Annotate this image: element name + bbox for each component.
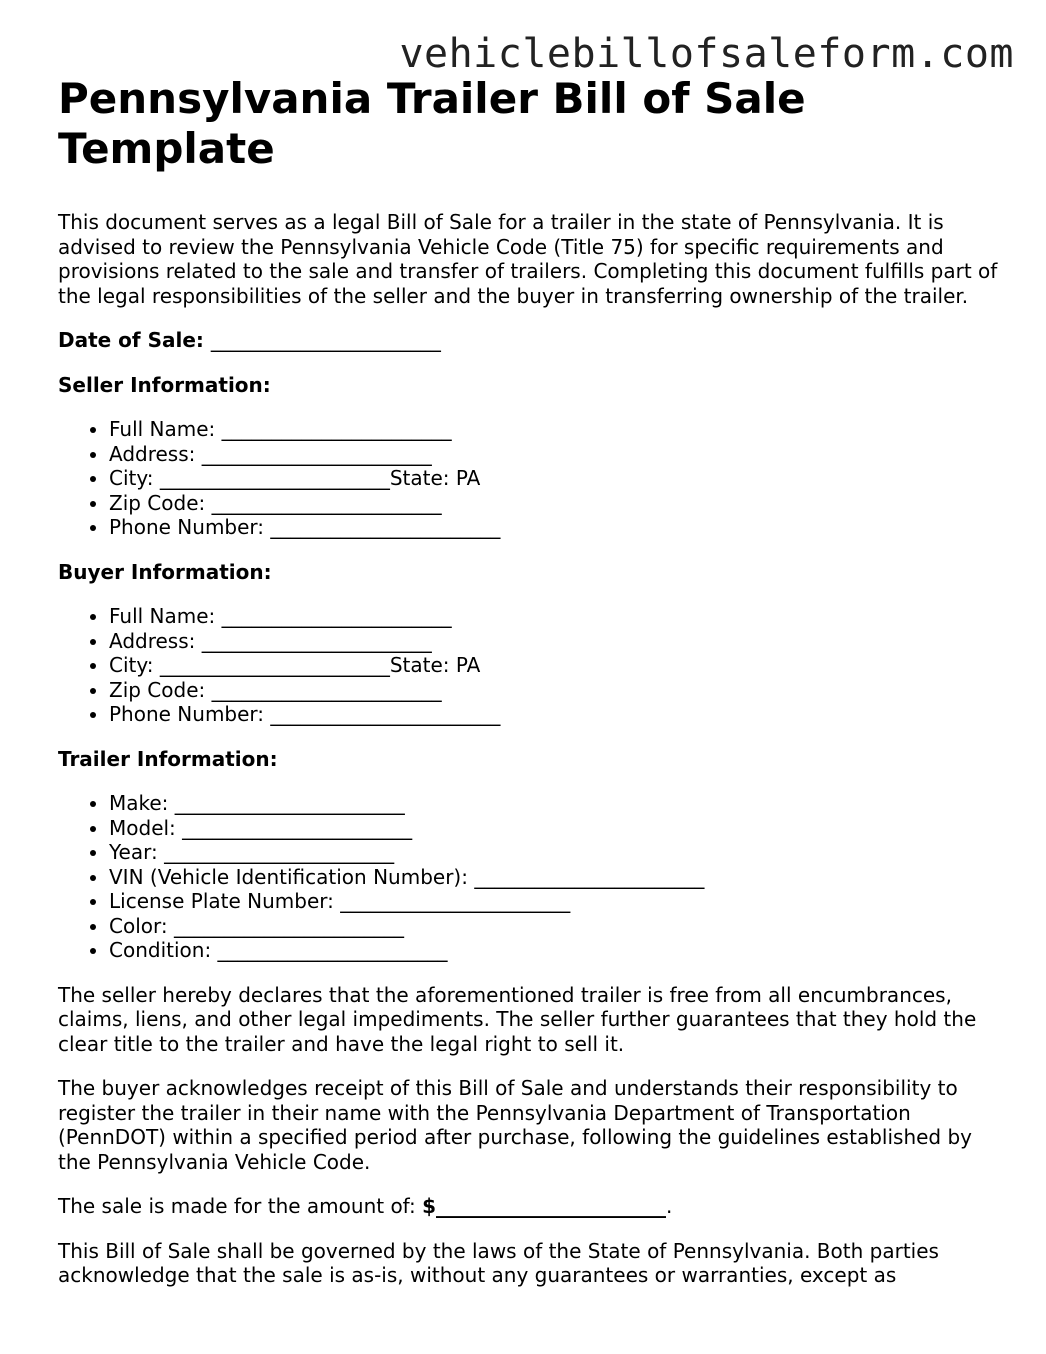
buyer-info-list bbox=[58, 604, 998, 727]
trailer-make-blank[interactable]: _______________________ bbox=[174, 791, 405, 815]
trailer-vin-blank[interactable]: _______________________ bbox=[474, 864, 705, 889]
seller-address-label: Address: bbox=[109, 441, 196, 466]
trailer-color-label: Color: bbox=[109, 913, 168, 938]
seller-full-name-label: Full Name: bbox=[109, 417, 216, 441]
list-item bbox=[109, 417, 998, 442]
trailer-info-list bbox=[58, 791, 998, 963]
seller-phone-label: Phone Number: bbox=[109, 515, 265, 539]
buyer-acknowledgement-paragraph: The buyer acknowledges receipt of this Bill of Sale and understands their responsibility to register the trailer in their name with the Pennsylvania Department of Transportation (PennDOT) within a specified period after purchase, following the guidelines established by the Pennsylvania Vehicle Code. bbox=[58, 1076, 973, 1174]
seller-zip-label: Zip Code: bbox=[109, 490, 206, 515]
list-item bbox=[109, 702, 998, 727]
list-item bbox=[109, 491, 998, 516]
sale-amount-blank[interactable]: _______________________ bbox=[436, 1194, 667, 1218]
trailer-condition-label: Condition: bbox=[109, 938, 212, 962]
list-item bbox=[109, 604, 998, 629]
trailer-plate-blank[interactable]: _______________________ bbox=[340, 889, 571, 913]
seller-full-name-blank[interactable]: _______________________ bbox=[221, 417, 452, 441]
list-item bbox=[109, 653, 998, 678]
trailer-year-label: Year: bbox=[109, 840, 158, 864]
seller-city-label: City: bbox=[109, 466, 154, 490]
sale-amount-label: The sale is made for the amount of: bbox=[58, 1194, 416, 1218]
sale-amount-period: . bbox=[666, 1194, 673, 1218]
buyer-section-title: Buyer Information: bbox=[58, 559, 272, 584]
seller-info-list bbox=[58, 417, 998, 540]
date-of-sale-blank[interactable]: _______________________ bbox=[210, 328, 441, 352]
list-item bbox=[109, 466, 998, 491]
page-title: Pennsylvania Trailer Bill of Sale Template bbox=[58, 74, 806, 173]
buyer-state-value: State: PA bbox=[389, 653, 481, 677]
list-item bbox=[109, 791, 998, 816]
buyer-phone-blank[interactable]: _______________________ bbox=[270, 702, 501, 726]
trailer-plate-label: License Plate Number: bbox=[109, 889, 334, 913]
buyer-full-name-blank[interactable]: _______________________ bbox=[221, 604, 452, 628]
intro-paragraph: This document serves as a legal Bill of Sale for a trailer in the state of Pennsylvania. It is advised to review the Pennsylvania Vehicle Code (Title 75) for specific requirements and provisions related to the sale and transfer of trailers. Completing this document fulfills part of the legal responsibilities of the seller and the buyer in transferring ownership of the trailer. bbox=[58, 210, 998, 308]
buyer-phone-label: Phone Number: bbox=[109, 702, 265, 726]
date-of-sale-label: Date of Sale: bbox=[58, 328, 204, 352]
trailer-color-blank[interactable]: _______________________ bbox=[173, 913, 404, 938]
trailer-model-blank[interactable]: _______________________ bbox=[182, 815, 413, 840]
buyer-city-blank[interactable]: _______________________ bbox=[159, 653, 390, 677]
list-item bbox=[109, 889, 998, 914]
buyer-city-label: City: bbox=[109, 653, 154, 677]
list-item bbox=[109, 914, 998, 939]
date-of-sale-field bbox=[58, 328, 998, 353]
seller-declaration-paragraph: The seller hereby declares that the aforementioned trailer is free from all encumbrances, claims, liens, and other legal impediments. The seller further guarantees that they hold the clear title to the trailer and have the legal right to sell it. bbox=[58, 982, 977, 1056]
trailer-condition-blank[interactable]: _______________________ bbox=[217, 938, 448, 962]
buyer-address-blank[interactable]: _______________________ bbox=[201, 628, 432, 653]
currency-symbol: $ bbox=[422, 1194, 437, 1218]
trailer-year-blank[interactable]: _______________________ bbox=[164, 840, 395, 864]
seller-city-blank[interactable]: _______________________ bbox=[159, 466, 390, 490]
list-item bbox=[109, 840, 998, 865]
buyer-zip-blank[interactable]: _______________________ bbox=[211, 677, 442, 702]
list-item bbox=[109, 816, 998, 841]
list-item bbox=[109, 442, 998, 467]
site-watermark: vehiclebillofsaleform.com bbox=[399, 31, 1014, 77]
list-item bbox=[109, 938, 998, 963]
seller-section-title: Seller Information: bbox=[58, 372, 271, 397]
trailer-vin-label: VIN (Vehicle Identification Number): bbox=[109, 864, 468, 889]
buyer-address-label: Address: bbox=[109, 628, 196, 653]
seller-address-blank[interactable]: _______________________ bbox=[201, 441, 432, 466]
list-item bbox=[109, 629, 998, 654]
trailer-section-title: Trailer Information: bbox=[58, 746, 278, 771]
list-item bbox=[109, 865, 998, 890]
document-body bbox=[58, 74, 998, 1308]
buyer-zip-label: Zip Code: bbox=[109, 677, 206, 702]
trailer-model-label: Model: bbox=[109, 815, 176, 840]
list-item bbox=[109, 678, 998, 703]
buyer-full-name-label: Full Name: bbox=[109, 604, 216, 628]
sale-amount-line bbox=[58, 1194, 998, 1219]
list-item bbox=[109, 515, 998, 540]
trailer-make-label: Make: bbox=[109, 791, 169, 815]
governing-law-paragraph: This Bill of Sale shall be governed by the laws of the State of Pennsylvania. Both parties acknowledge that the sale is as-is, without any guarantees or warranties, except as bbox=[58, 1238, 939, 1287]
seller-zip-blank[interactable]: _______________________ bbox=[211, 490, 442, 515]
seller-state-value: State: PA bbox=[389, 466, 481, 490]
seller-phone-blank[interactable]: _______________________ bbox=[270, 515, 501, 539]
